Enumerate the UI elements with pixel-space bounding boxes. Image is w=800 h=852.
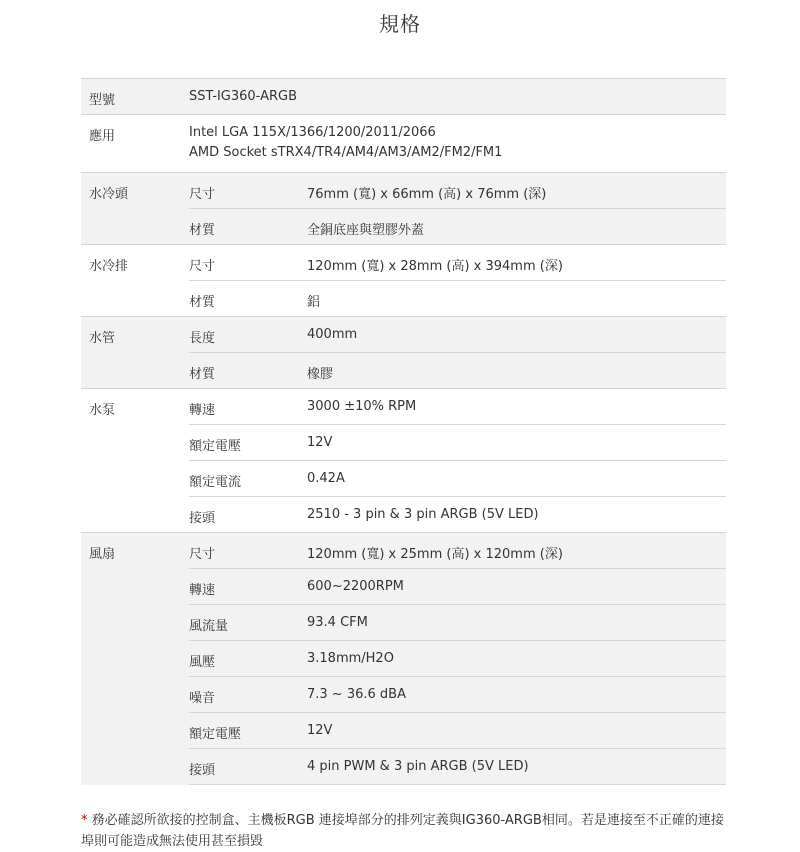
spec-label: 接頭 (189, 511, 216, 526)
footnote-text: 務必確認所欲接的控制盒、主機板RGB 連接埠部分的排列定義與IG360-ARGB相同。若是連接至不正確的連接埠則可能造成無法使用甚至損毀 (81, 813, 724, 849)
footnote-asterisk: * (81, 813, 88, 828)
spec-value: 3000 ±10% RPM (307, 399, 417, 414)
spec-label: 額定電流 (189, 475, 242, 490)
spec-value: 0.42A (307, 471, 345, 486)
group-label: 水管 (89, 331, 116, 346)
spec-value: 4 pin PWM & 3 pin ARGB (5V LED) (307, 759, 529, 774)
application-amd: AMD Socket sTRX4/TR4/AM4/AM3/AM2/FM2/FM1 (189, 145, 503, 160)
spec-label: 噪音 (189, 691, 216, 706)
group-label: 水冷排 (89, 259, 129, 274)
spec-label: 材質 (189, 223, 216, 238)
table-row (81, 317, 726, 353)
spec-label: 長度 (189, 331, 216, 346)
spec-value: 76mm (寬) x 66mm (高) x 76mm (深) (307, 187, 547, 202)
table-row (81, 173, 726, 209)
table-row (81, 115, 726, 173)
group-label: 型號 (89, 93, 116, 108)
page-title: 規格 (379, 12, 421, 36)
spec-label: 材質 (189, 367, 216, 382)
spec-label: 額定電壓 (189, 439, 242, 454)
spec-value: 12V (307, 723, 333, 738)
footnote (81, 810, 731, 852)
spec-label: 尺寸 (189, 187, 216, 202)
spec-value: 600~2200RPM (307, 579, 404, 594)
spec-label: 尺寸 (189, 547, 216, 562)
spec-label: 材質 (189, 295, 216, 310)
application-intel: Intel LGA 115X/1366/1200/2011/2066 (189, 125, 436, 140)
spec-label: 接頭 (189, 763, 216, 778)
spec-value: 12V (307, 435, 333, 450)
spec-label: 轉速 (189, 583, 216, 598)
spec-value: 鋁 (307, 295, 321, 310)
model-value: SST-IG360-ARGB (189, 89, 297, 104)
table-row (81, 79, 726, 115)
spec-value: 7.3 ~ 36.6 dBA (307, 687, 406, 702)
spec-value: 全銅底座與塑膠外蓋 (307, 223, 425, 238)
spec-value: 3.18mm/H2O (307, 651, 394, 666)
spec-value: 93.4 CFM (307, 615, 368, 630)
group-label: 水冷頭 (89, 187, 129, 202)
spec-value: 2510 - 3 pin & 3 pin ARGB (5V LED) (307, 507, 539, 522)
group-label: 水泵 (89, 403, 116, 418)
spec-value: 120mm (寬) x 28mm (高) x 394mm (深) (307, 259, 563, 274)
spec-label: 風壓 (189, 655, 216, 670)
spec-value: 400mm (307, 327, 358, 342)
table-row (81, 533, 726, 569)
group-label: 應用 (89, 129, 116, 144)
spec-label: 風流量 (189, 619, 229, 634)
spec-label: 轉速 (189, 403, 216, 418)
group-label: 風扇 (89, 547, 116, 562)
spec-table (81, 78, 726, 785)
spec-label: 額定電壓 (189, 727, 242, 742)
spec-value: 120mm (寬) x 25mm (高) x 120mm (深) (307, 547, 563, 562)
table-row (81, 389, 726, 425)
spec-value: 橡膠 (307, 367, 334, 382)
table-row (81, 245, 726, 281)
spec-label: 尺寸 (189, 259, 216, 274)
